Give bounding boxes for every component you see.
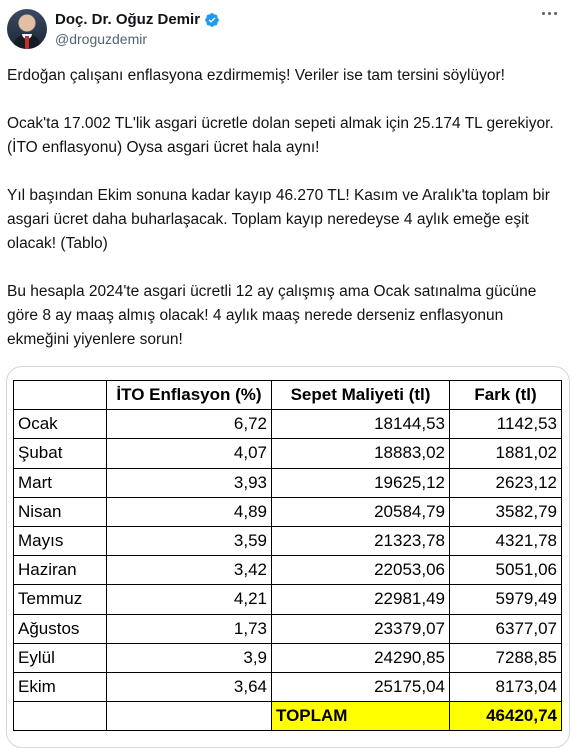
table-header-cell: Fark (tl): [450, 381, 562, 410]
table-cell: 4321,78: [450, 526, 562, 555]
table-cell: 1142,53: [450, 410, 562, 439]
tweet-paragraph: Ocak'ta 17.002 TL'lik asgari ücretle dolan sepeti almak için 25.174 TL gerekiyor. (İTO enflasyonu) Oysa asgari ücret hala aynı!: [7, 115, 554, 156]
table-cell: 1881,02: [450, 439, 562, 468]
table-cell: 6,72: [107, 410, 272, 439]
table-row: [14, 614, 562, 643]
table-cell: 2623,12: [450, 468, 562, 497]
table-row: [14, 643, 562, 672]
table-cell: 19625,12: [272, 468, 450, 497]
table-cell: [14, 702, 107, 731]
table-cell: 4,89: [107, 497, 272, 526]
tweet-paragraph: Bu hesapla 2024'te asgari ücretli 12 ay çalışmış ama Ocak satınalma gücüne göre 8 ay maaş almış olacak! 4 aylık maaş nerede derseniz enflasyonun ekmeğini yiyenlere sorun!: [7, 283, 537, 348]
month-cell: Nisan: [14, 497, 107, 526]
table-cell: 3582,79: [450, 497, 562, 526]
table-cell: 5979,49: [450, 585, 562, 614]
tweet-header: [7, 9, 573, 57]
tweet-paragraph: Yıl başından Ekim sonuna kadar kayıp 46.270 TL! Kasım ve Aralık'ta toplam bir asgari ücret daha buharlaşacak. Toplam kayıp neredeyse 4 aylık emeğe eşit olacak! (Tablo): [7, 187, 550, 252]
table-total-row: [14, 702, 562, 731]
table-header-cell: Sepet Maliyeti (tl): [272, 381, 450, 410]
total-label: TOPLAM: [272, 702, 450, 731]
table-row: [14, 585, 562, 614]
month-cell: Eylül: [14, 643, 107, 672]
month-cell: Mart: [14, 468, 107, 497]
table-row: [14, 672, 562, 701]
table-cell: 5051,06: [450, 556, 562, 585]
avatar-tie: [25, 36, 29, 49]
table-body: [14, 410, 562, 702]
table-cell: 3,9: [107, 643, 272, 672]
table-cell: 4,21: [107, 585, 272, 614]
table-header-cell: [14, 381, 107, 410]
tweet-paragraph: Erdoğan çalışanı enflasyona ezdirmemiş! Veriler ise tam tersini söylüyor!: [7, 67, 505, 84]
month-cell: Haziran: [14, 556, 107, 585]
table-cell: 23379,07: [272, 614, 450, 643]
tweet-image[interactable]: [6, 366, 570, 748]
month-cell: Temmuz: [14, 585, 107, 614]
month-cell: Ocak: [14, 410, 107, 439]
table-cell: 3,42: [107, 556, 272, 585]
month-cell: Ekim: [14, 672, 107, 701]
table-cell: 25175,04: [272, 672, 450, 701]
tweet-text: [7, 64, 567, 376]
table-row: [14, 410, 562, 439]
table-cell: 3,59: [107, 526, 272, 555]
month-cell: Ağustos: [14, 614, 107, 643]
table-cell: 21323,78: [272, 526, 450, 555]
name-row: [55, 11, 220, 28]
table-row: [14, 439, 562, 468]
display-name[interactable]: Doç. Dr. Oğuz Demir: [55, 11, 201, 28]
verified-badge-icon: [204, 12, 220, 28]
table-cell: 24290,85: [272, 643, 450, 672]
table-cell: 4,07: [107, 439, 272, 468]
month-cell: Mayıs: [14, 526, 107, 555]
table-cell: 3,64: [107, 672, 272, 701]
avatar[interactable]: [7, 9, 47, 49]
table-header-row: [14, 381, 562, 410]
total-value: 46420,74: [450, 702, 562, 731]
table-cell: 8173,04: [450, 672, 562, 701]
table-row: [14, 556, 562, 585]
table-cell: 3,93: [107, 468, 272, 497]
table-cell: 18883,02: [272, 439, 450, 468]
month-cell: Şubat: [14, 439, 107, 468]
table-cell: 20584,79: [272, 497, 450, 526]
user-handle[interactable]: @droguzdemir: [55, 31, 148, 47]
table-row: [14, 497, 562, 526]
table-cell: 18144,53: [272, 410, 450, 439]
more-options-icon[interactable]: [542, 12, 557, 15]
table-cell: 6377,07: [450, 614, 562, 643]
table-cell: 7288,85: [450, 643, 562, 672]
table-row: [14, 526, 562, 555]
table-cell: 22053,06: [272, 556, 450, 585]
table-cell: 22981,49: [272, 585, 450, 614]
table-header-cell: İTO Enflasyon (%): [107, 381, 272, 410]
inflation-table: [13, 380, 562, 731]
table-row: [14, 468, 562, 497]
table-cell: [107, 702, 272, 731]
table-cell: 1,73: [107, 614, 272, 643]
